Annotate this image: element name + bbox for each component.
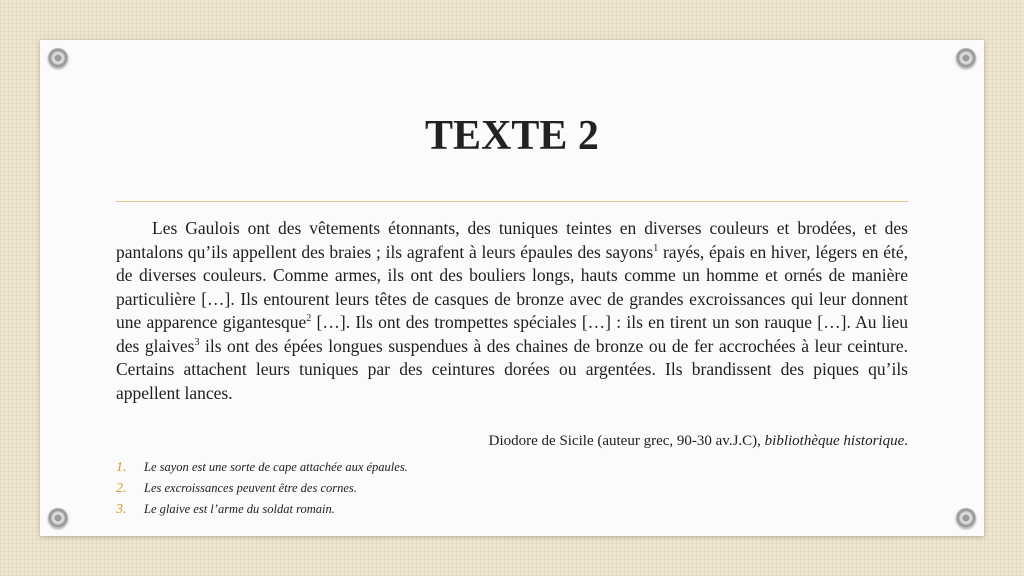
slide-title: TEXTE 2: [425, 113, 599, 159]
footnote-item: [116, 498, 408, 519]
footnote-text: Les excroissances peuvent être des cornes.: [144, 481, 357, 495]
footnote-text: Le sayon est une sorte de cape attachée aux épaules.: [144, 460, 408, 474]
footnote-number: 3.: [116, 502, 127, 517]
footnote-number: 2.: [116, 481, 127, 496]
pin-icon: [956, 48, 976, 68]
source-citation: [489, 433, 908, 450]
footnote-number: 1.: [116, 460, 127, 475]
pin-icon: [48, 508, 68, 528]
source-work: bibliothèque historique: [764, 433, 905, 449]
footnotes-list: [116, 456, 408, 519]
footnote-item: [116, 477, 408, 498]
text-part-4: ils ont des épées longues suspendues à des chaines de bronze ou de fer accrochées à leur ceinture. Certains attachent leurs tuniques par des ceintures dorées ou argentées. Ils brandissent des piques qu’ils appellent lances.: [116, 335, 908, 403]
source-author: Diodore de Sicile (auteur grec, 90-30 av.J.C),: [488, 433, 765, 449]
pin-icon: [956, 508, 976, 528]
pin-icon: [48, 48, 68, 68]
title-divider: [116, 201, 908, 202]
text-part-2: rayés, épais en hiver, légers en été, de diverses couleurs. Comme armes, ils ont des bouliers longs, hauts comme un homme et ornés de manière particulière […]. Ils entourent leurs têtes de casques de bronze avec de grandes excroissances qui leur donnent une apparence gigantesque: [116, 241, 908, 332]
text-part-3: […]. Ils ont des trompettes spéciales […] : ils en tirent un son rauque […]. Au lieu des glaives: [116, 312, 908, 356]
footnote-item: [116, 456, 408, 477]
text-part-1: Les Gaulois ont des vêtements étonnants, des tuniques teintes en diverses couleurs et brodées, et des pantalons qu’ils appellent des braies ; ils agrafent à leurs épaules des sayons: [116, 218, 908, 262]
text-body: [116, 217, 908, 405]
footnote-text: Le glaive est l’arme du soldat romain.: [144, 502, 335, 516]
footnote-ref-1: 1: [653, 242, 659, 254]
slide-card: [40, 40, 984, 536]
source-end: .: [904, 433, 908, 449]
footnote-ref-3: 3: [194, 336, 200, 348]
footnote-ref-2: 2: [306, 313, 312, 325]
